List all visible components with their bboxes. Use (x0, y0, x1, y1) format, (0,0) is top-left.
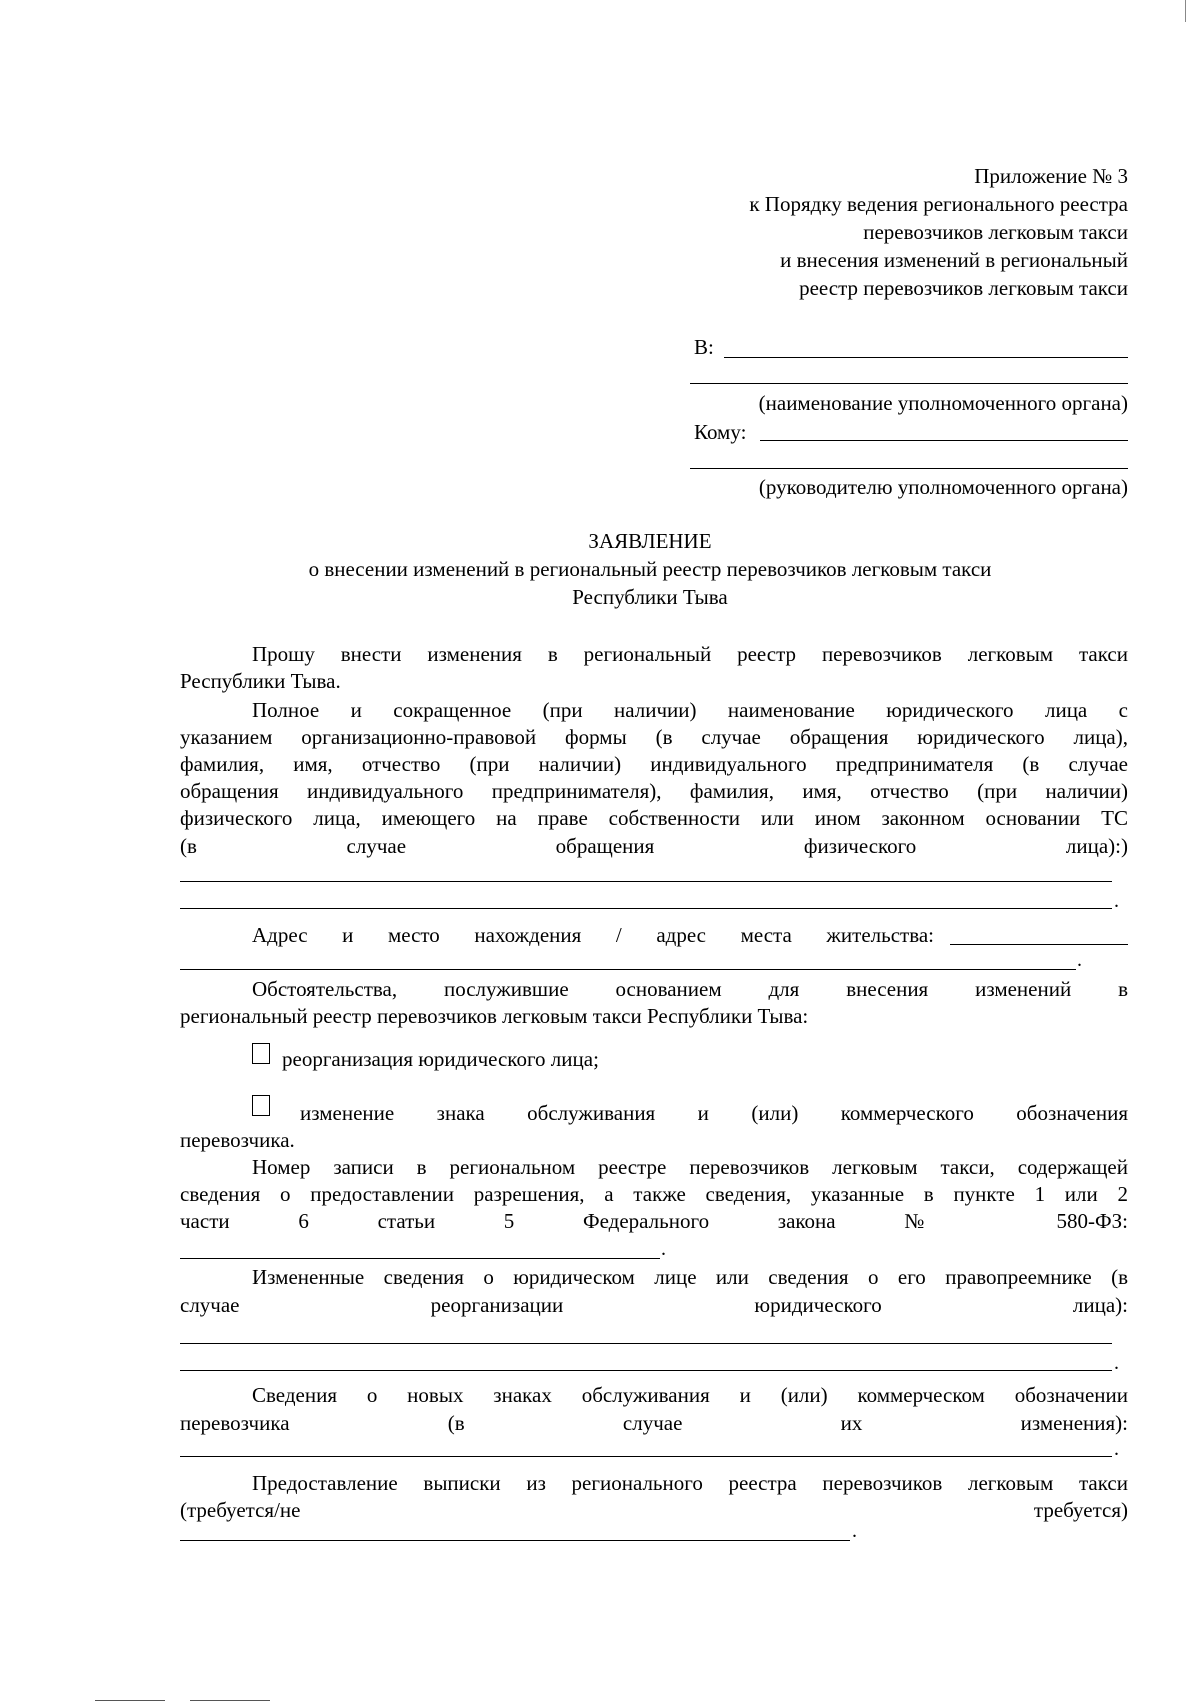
document-title: ЗАЯВЛЕНИЕ (588, 529, 712, 553)
record-number-field-line[interactable] (180, 1258, 660, 1259)
line-end-period: . (661, 1238, 666, 1260)
appendix-line: и внесения изменений в региональный (780, 248, 1128, 272)
document-subtitle: о внесении изменений в региональный реестр перевозчиков легковым такси (308, 557, 992, 581)
option-label: перевозчика. (180, 1128, 295, 1152)
paragraph-line: Измененные сведения о юридическом лице или сведения о его правопреемнике (в (252, 1265, 1128, 1289)
changed-info-field-line[interactable] (180, 1343, 1112, 1344)
paragraph-line: региональный реестр перевозчиков легковым такси Республики Тыва: (180, 1004, 809, 1028)
paragraph-line: обращения индивидуального предпринимателя), фамилия, имя, отчество (при наличии) (180, 779, 1128, 803)
appendix-line: реестр перевозчиков легковым такси (799, 276, 1128, 300)
line-end-period: . (1114, 890, 1119, 912)
extract-required-field-line[interactable] (180, 1540, 850, 1541)
paragraph-line: Прошу внести изменения в региональный реестр перевозчиков легковым такси (252, 642, 1128, 666)
whom-label: Кому: (694, 420, 747, 444)
line-end-period: . (1114, 1352, 1119, 1374)
paragraph-line: Обстоятельства, послужившие основанием для внесения изменений в (252, 977, 1128, 1001)
paragraph-line: Предоставление выписки из регионального реестра перевозчиков легковым такси (252, 1471, 1128, 1495)
appendix-line: перевозчиков легковым такси (863, 220, 1128, 244)
changed-info-field-line-2[interactable] (180, 1370, 1112, 1371)
to-label: В: (694, 335, 714, 359)
paragraph-line: случае реорганизации юридического лица): (180, 1293, 1128, 1317)
paragraph-line: Полное и сокращенное (при наличии) наименование юридического лица с (252, 698, 1128, 722)
line-end-period: . (1077, 949, 1082, 971)
reorganization-checkbox[interactable] (252, 1043, 270, 1064)
address-field-line-2[interactable] (180, 969, 1076, 970)
to-caption: (наименование уполномоченного органа) (758, 391, 1128, 415)
option-label: изменение знака обслуживания и (или) коммерческого обозначения (300, 1101, 1128, 1125)
paragraph-line: фамилия, имя, отчество (при наличии) индивидуального предпринимателя (в случае (180, 752, 1128, 776)
appendix-line: к Порядку ведения регионального реестра (749, 192, 1128, 216)
scan-artifact-line (95, 1700, 165, 1701)
appendix-number: Приложение № 3 (974, 164, 1128, 188)
paragraph-line: указанием организационно-правовой формы (в случае обращения юридического лица), (180, 725, 1128, 749)
trademark-info-field-line[interactable] (180, 1456, 1112, 1457)
paragraph-line: физического лица, имеющего на праве собственности или ином законном основании ТС (180, 806, 1128, 830)
paragraph-line: (в случае обращения физического лица):) (180, 834, 1128, 858)
scan-artifact-mark (1185, 0, 1186, 22)
to-field-line[interactable] (724, 357, 1128, 358)
name-field-line[interactable] (180, 881, 1112, 882)
line-end-period: . (852, 1520, 857, 1542)
trademark-change-checkbox[interactable] (252, 1095, 270, 1116)
scan-artifact-line (190, 1700, 270, 1701)
whom-caption: (руководителю уполномоченного органа) (758, 475, 1128, 499)
paragraph-line: (требуется/не требуется) (180, 1498, 1128, 1522)
paragraph-line: части 6 статьи 5 Федерального закона № 580-ФЗ: (180, 1209, 1128, 1233)
whom-field-line[interactable] (760, 440, 1128, 441)
paragraph-line: Республики Тыва. (180, 669, 341, 693)
address-label: Адрес и место нахождения / адрес места жительства: (252, 923, 934, 947)
paragraph-line: сведения о предоставлении разрешения, а также сведения, указанные в пункте 1 или 2 (180, 1182, 1128, 1206)
paragraph-line: Сведения о новых знаках обслуживания и (или) коммерческом обозначении (252, 1383, 1128, 1407)
to-field-line-2[interactable] (690, 383, 1128, 384)
whom-field-line-2[interactable] (690, 468, 1128, 469)
paragraph-line: Номер записи в региональном реестре перевозчиков легковым такси, содержащей (252, 1155, 1128, 1179)
paragraph-line: перевозчика (в случае их изменения): (180, 1411, 1128, 1435)
address-field-line[interactable] (950, 944, 1128, 945)
line-end-period: . (1114, 1438, 1119, 1460)
option-label: реорганизация юридического лица; (282, 1047, 599, 1071)
name-field-line-2[interactable] (180, 908, 1112, 909)
document-subtitle: Республики Тыва (572, 585, 728, 609)
